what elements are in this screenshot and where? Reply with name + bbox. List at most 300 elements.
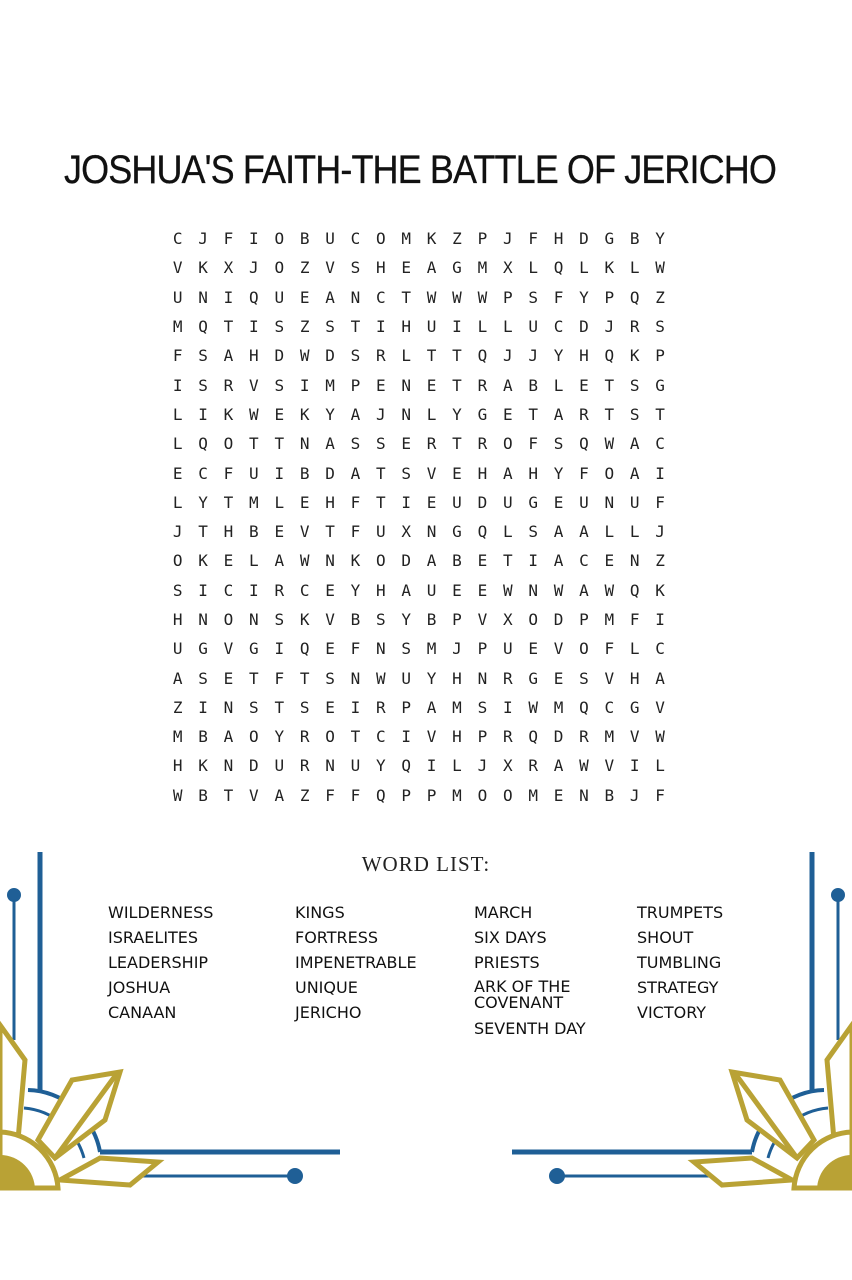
grid-cell: G [655,375,665,395]
grid-cell: C [172,229,183,249]
grid-cell: P [477,639,488,659]
grid-cell: S [274,375,285,395]
grid-cell: S [198,346,208,366]
grid-cell: E [401,258,412,278]
grid-cell: L [579,258,589,278]
grid-cell: S [579,668,589,688]
grid-cell: O [376,229,386,249]
grid-cell: H [401,317,412,337]
grid-cell: W [655,258,665,278]
grid-cell: I [249,229,259,249]
grid-cell: L [629,639,640,659]
grid-cell: D [553,727,564,747]
grid-cell: Y [579,287,589,307]
grid-cell: E [223,551,234,571]
grid-cell: Q [629,287,640,307]
grid-cell: M [452,697,462,717]
word-item: ARK OF THE COVENANT [474,977,571,1012]
grid-cell: O [376,551,386,571]
grid-cell: R [376,697,386,717]
grid-cell: H [325,492,335,512]
grid-cell: L [452,756,462,776]
grid-cell: Q [249,287,259,307]
grid-cell: T [274,434,285,454]
grid-cell: N [223,756,234,776]
word-item: VICTORY [637,1003,707,1022]
grid-cell: P [401,785,412,805]
grid-cell: V [553,639,564,659]
grid-cell: T [249,668,259,688]
grid-cell: H [553,229,564,249]
grid-cell: O [528,610,538,629]
grid-cell: T [299,668,310,688]
grid-cell: A [223,727,234,747]
grid-cell: Q [198,317,208,337]
word-item: TRUMPETS [637,903,724,922]
grid-cell: L [528,258,538,278]
grid-cell: M [604,727,615,747]
grid-cell: Y [426,668,437,688]
grid-cell: I [172,375,183,395]
grid-cell: U [579,492,589,512]
grid-cell: F [553,287,564,307]
grid-cell: W [376,668,386,688]
grid-cell: W [528,697,538,717]
grid-cell: U [172,639,183,659]
grid-cell: T [452,346,462,366]
grid-cell: T [376,492,386,512]
grid-cell: M [172,317,183,337]
grid-cell: T [350,727,361,747]
word-item: CANAAN [108,1003,177,1022]
grid-cell: F [604,639,615,659]
word-item: LEADERSHIP [108,953,209,972]
word-search-grid [165,224,673,810]
word-item: TUMBLING [637,953,722,972]
grid-cell: Q [299,639,310,659]
grid-cell: S [528,287,538,307]
grid-cell: C [198,463,208,483]
grid-cell: N [401,404,412,424]
grid-cell: E [299,492,310,512]
grid-cell: I [629,756,640,776]
grid-cell: J [502,229,513,249]
grid-cell: T [452,375,462,395]
grid-cell: H [376,258,386,278]
grid-cell: P [604,287,615,307]
grid-cell: I [249,317,259,337]
grid-cell: Y [452,404,462,424]
grid-cell: S [477,697,488,717]
grid-cell: L [477,317,488,337]
grid-cell: F [274,668,285,688]
grid-cell: E [376,375,386,395]
grid-cell: L [629,522,640,542]
grid-cell: N [579,785,589,805]
grid-cell: O [604,463,615,483]
grid-cell: E [426,492,437,512]
grid-cell: E [553,785,564,805]
grid-cell: X [502,258,513,278]
grid-cell: K [223,404,234,424]
grid-cell: N [401,375,412,395]
grid-cell: N [249,610,259,629]
grid-cell: T [528,404,538,424]
grid-cell: T [274,697,285,717]
grid-cell: K [299,404,310,424]
word-item: ISRAELITES [108,928,199,947]
grid-cell: V [223,639,234,659]
grid-cell: K [350,551,361,571]
grid-cell: E [553,492,564,512]
grid-cell: S [528,522,538,542]
grid-cell: L [172,492,183,512]
grid-cell: Q [579,434,589,454]
grid-cell: J [655,522,665,542]
word-item: JOSHUA [108,978,171,997]
grid-cell: W [299,346,310,366]
grid-cell: Z [452,229,462,249]
grid-cell: Q [477,346,488,366]
grid-cell: V [604,756,615,776]
grid-cell: H [172,756,183,776]
grid-cell: Z [655,287,665,307]
word-item: FORTRESS [295,928,379,947]
grid-cell: H [223,522,234,542]
grid-cell: T [376,463,386,483]
grid-cell: W [604,580,615,600]
grid-cell: Z [655,551,665,571]
grid-cell: V [325,610,335,629]
grid-cell: V [629,727,640,747]
grid-cell: G [198,639,208,659]
grid-cell: Z [299,785,310,805]
grid-cell: T [223,785,234,805]
grid-cell: B [198,785,208,805]
word-item: UNIQUE [295,978,358,997]
grid-cell: D [553,610,564,629]
grid-cell: I [198,404,208,424]
grid-cell: H [528,463,538,483]
grid-cell: S [198,668,208,688]
grid-cell: S [198,375,208,395]
grid-cell: P [477,229,488,249]
grid-cell: Z [299,258,310,278]
grid-cell: E [274,522,285,542]
grid-cell: W [655,727,665,747]
grid-cell: A [629,434,640,454]
grid-cell: P [579,610,589,629]
grid-cell: L [629,258,640,278]
word-item: IMPENETRABLE [295,953,417,972]
grid-cell: M [172,727,183,747]
grid-cell: K [198,756,208,776]
grid-cell: U [274,756,285,776]
grid-cell: C [350,229,361,249]
grid-cell: W [579,756,589,776]
grid-cell: N [325,756,335,776]
grid-cell: M [401,229,412,249]
grid-cell: E [452,580,462,600]
grid-cell: H [629,668,640,688]
grid-cell: S [376,434,386,454]
grid-cell: P [655,346,665,366]
grid-cell: I [401,727,412,747]
grid-cell: I [249,580,259,600]
grid-cell: W [452,287,462,307]
grid-cell: W [477,287,488,307]
grid-cell: E [553,668,564,688]
grid-cell: C [376,287,386,307]
grid-cell: A [553,522,564,542]
grid-cell: U [274,287,285,307]
grid-cell: I [655,463,665,483]
corner-decoration-left [0,840,350,1200]
grid-cell: S [350,258,361,278]
grid-cell: O [477,785,488,805]
grid-cell: I [426,756,437,776]
grid-cell: C [223,580,234,600]
grid-cell: M [604,610,615,629]
grid-cell: L [502,522,513,542]
grid-cell: S [629,404,640,424]
grid-cell: S [249,697,259,717]
grid-cell: N [198,610,208,629]
grid-cell: R [579,404,589,424]
grid-cell: J [172,522,183,542]
grid-cell: F [528,229,538,249]
grid-cell: R [629,317,640,337]
grid-cell: U [452,492,462,512]
grid-cell: U [502,639,513,659]
grid-cell: T [350,317,361,337]
grid-cell: O [172,551,183,571]
grid-cell: O [274,229,285,249]
grid-cell: Z [299,317,310,337]
grid-cell: G [528,668,538,688]
grid-cell: A [172,668,183,688]
grid-cell: M [249,492,259,512]
grid-cell: L [401,346,412,366]
grid-cell: L [274,492,285,512]
word-item: WILDERNESS [108,903,214,922]
grid-cell: F [223,463,234,483]
grid-cell: N [604,492,615,512]
grid-cell: D [274,346,285,366]
grid-cell: V [477,610,488,629]
grid-cell: H [452,668,462,688]
grid-cell: A [629,463,640,483]
grid-cell: G [629,697,640,717]
grid-cell: I [350,697,361,717]
grid-cell: D [477,492,488,512]
grid-cell: H [579,346,589,366]
grid-cell: I [401,492,412,512]
grid-cell: L [553,375,564,395]
grid-cell: R [274,580,285,600]
grid-cell: R [299,756,310,776]
grid-cell: S [401,463,412,483]
grid-cell: E [401,434,412,454]
grid-cell: A [350,404,361,424]
grid-cell: F [629,610,640,629]
grid-cell: A [553,756,564,776]
grid-cell: K [198,258,208,278]
grid-cell: O [249,727,259,747]
grid-cell: Y [274,727,285,747]
grid-cell: X [223,258,234,278]
grid-cell: R [477,375,488,395]
grid-cell: L [249,551,259,571]
word-item: PRIESTS [474,953,540,972]
grid-cell: P [452,610,462,629]
grid-cell: N [528,580,538,600]
grid-cell: H [172,610,183,629]
grid-cell: S [376,610,386,629]
grid-cell: M [426,639,437,659]
grid-cell: A [401,580,412,600]
grid-cell: E [502,404,513,424]
grid-cell: R [477,434,488,454]
grid-cell: E [477,551,488,571]
grid-cell: Y [198,492,208,512]
grid-cell: E [325,580,335,600]
grid-cell: N [223,697,234,717]
grid-cell: V [249,375,259,395]
grid-cell: R [579,727,589,747]
grid-cell: I [198,580,208,600]
grid-cell: N [350,287,361,307]
grid-cell: P [477,727,488,747]
grid-cell: N [629,551,640,571]
grid-cell: S [350,346,361,366]
grid-cell: I [274,463,285,483]
grid-cell: E [172,463,183,483]
grid-cell: R [376,346,386,366]
grid-cell: W [172,785,183,805]
grid-cell: F [350,639,361,659]
grid-cell: R [528,756,538,776]
grid-cell: O [274,258,285,278]
grid-cell: E [325,697,335,717]
grid-cell: S [274,317,285,337]
grid-cell: H [452,727,462,747]
grid-cell: B [629,229,640,249]
grid-cell: Q [477,522,488,542]
grid-cell: L [502,317,513,337]
grid-cell: D [325,346,335,366]
grid-cell: K [198,551,208,571]
grid-cell: Y [553,463,564,483]
word-item: SIX DAYS [474,928,547,947]
grid-cell: V [426,727,437,747]
grid-cell: T [604,375,615,395]
grid-cell: A [274,785,285,805]
grid-cell: A [553,404,564,424]
word-item: SEVENTH DAY [474,1019,586,1038]
grid-cell: U [426,580,437,600]
grid-cell: L [655,756,665,776]
grid-cell: R [502,727,513,747]
grid-cell: J [249,258,259,278]
grid-cell: Q [553,258,564,278]
grid-cell: A [223,346,234,366]
grid-cell: Z [172,697,183,717]
word-item: SHOUT [637,928,694,947]
grid-cell: F [655,785,665,805]
grid-cell: V [299,522,310,542]
grid-cell: A [325,287,335,307]
grid-cell: R [223,375,234,395]
grid-cell: E [604,551,615,571]
grid-cell: S [350,434,361,454]
grid-cell: U [629,492,640,512]
grid-cell: R [426,434,437,454]
grid-cell: O [579,639,589,659]
grid-cell: F [655,492,665,512]
grid-cell: K [655,580,665,600]
grid-cell: B [604,785,615,805]
grid-cell: E [477,580,488,600]
grid-cell: U [502,492,513,512]
grid-cell: C [655,434,665,454]
grid-cell: I [223,287,234,307]
grid-cell: T [401,287,412,307]
grid-cell: E [223,668,234,688]
grid-cell: B [198,727,208,747]
grid-cell: J [629,785,640,805]
grid-cell: W [249,404,259,424]
grid-cell: F [528,434,538,454]
grid-cell: S [401,639,412,659]
grid-cell: C [376,727,386,747]
grid-cell: K [299,610,310,629]
grid-cell: E [325,639,335,659]
grid-cell: G [249,639,259,659]
corner-decoration-right [502,840,852,1200]
grid-cell: C [579,551,589,571]
grid-cell: T [604,404,615,424]
grid-cell: H [477,463,488,483]
grid-cell: T [325,522,335,542]
grid-cell: F [350,522,361,542]
grid-cell: S [325,668,335,688]
grid-cell: H [376,580,386,600]
grid-cell: N [325,551,335,571]
grid-cell: O [502,785,513,805]
grid-cell: Q [528,727,538,747]
grid-cell: A [350,463,361,483]
grid-cell: B [350,610,361,629]
grid-cell: K [426,229,437,249]
grid-cell: U [426,317,437,337]
grid-cell: S [655,317,665,337]
grid-cell: M [477,258,488,278]
grid-cell: D [249,756,259,776]
grid-cell: Q [401,756,412,776]
grid-cell: I [198,697,208,717]
grid-cell: E [426,375,437,395]
grid-cell: A [274,551,285,571]
grid-cell: L [172,404,183,424]
grid-cell: F [325,785,335,805]
grid-cell: U [325,229,335,249]
grid-cell: S [274,610,285,629]
grid-cell: O [502,434,513,454]
grid-cell: T [223,492,234,512]
grid-cell: O [223,610,234,629]
grid-cell: A [579,580,589,600]
